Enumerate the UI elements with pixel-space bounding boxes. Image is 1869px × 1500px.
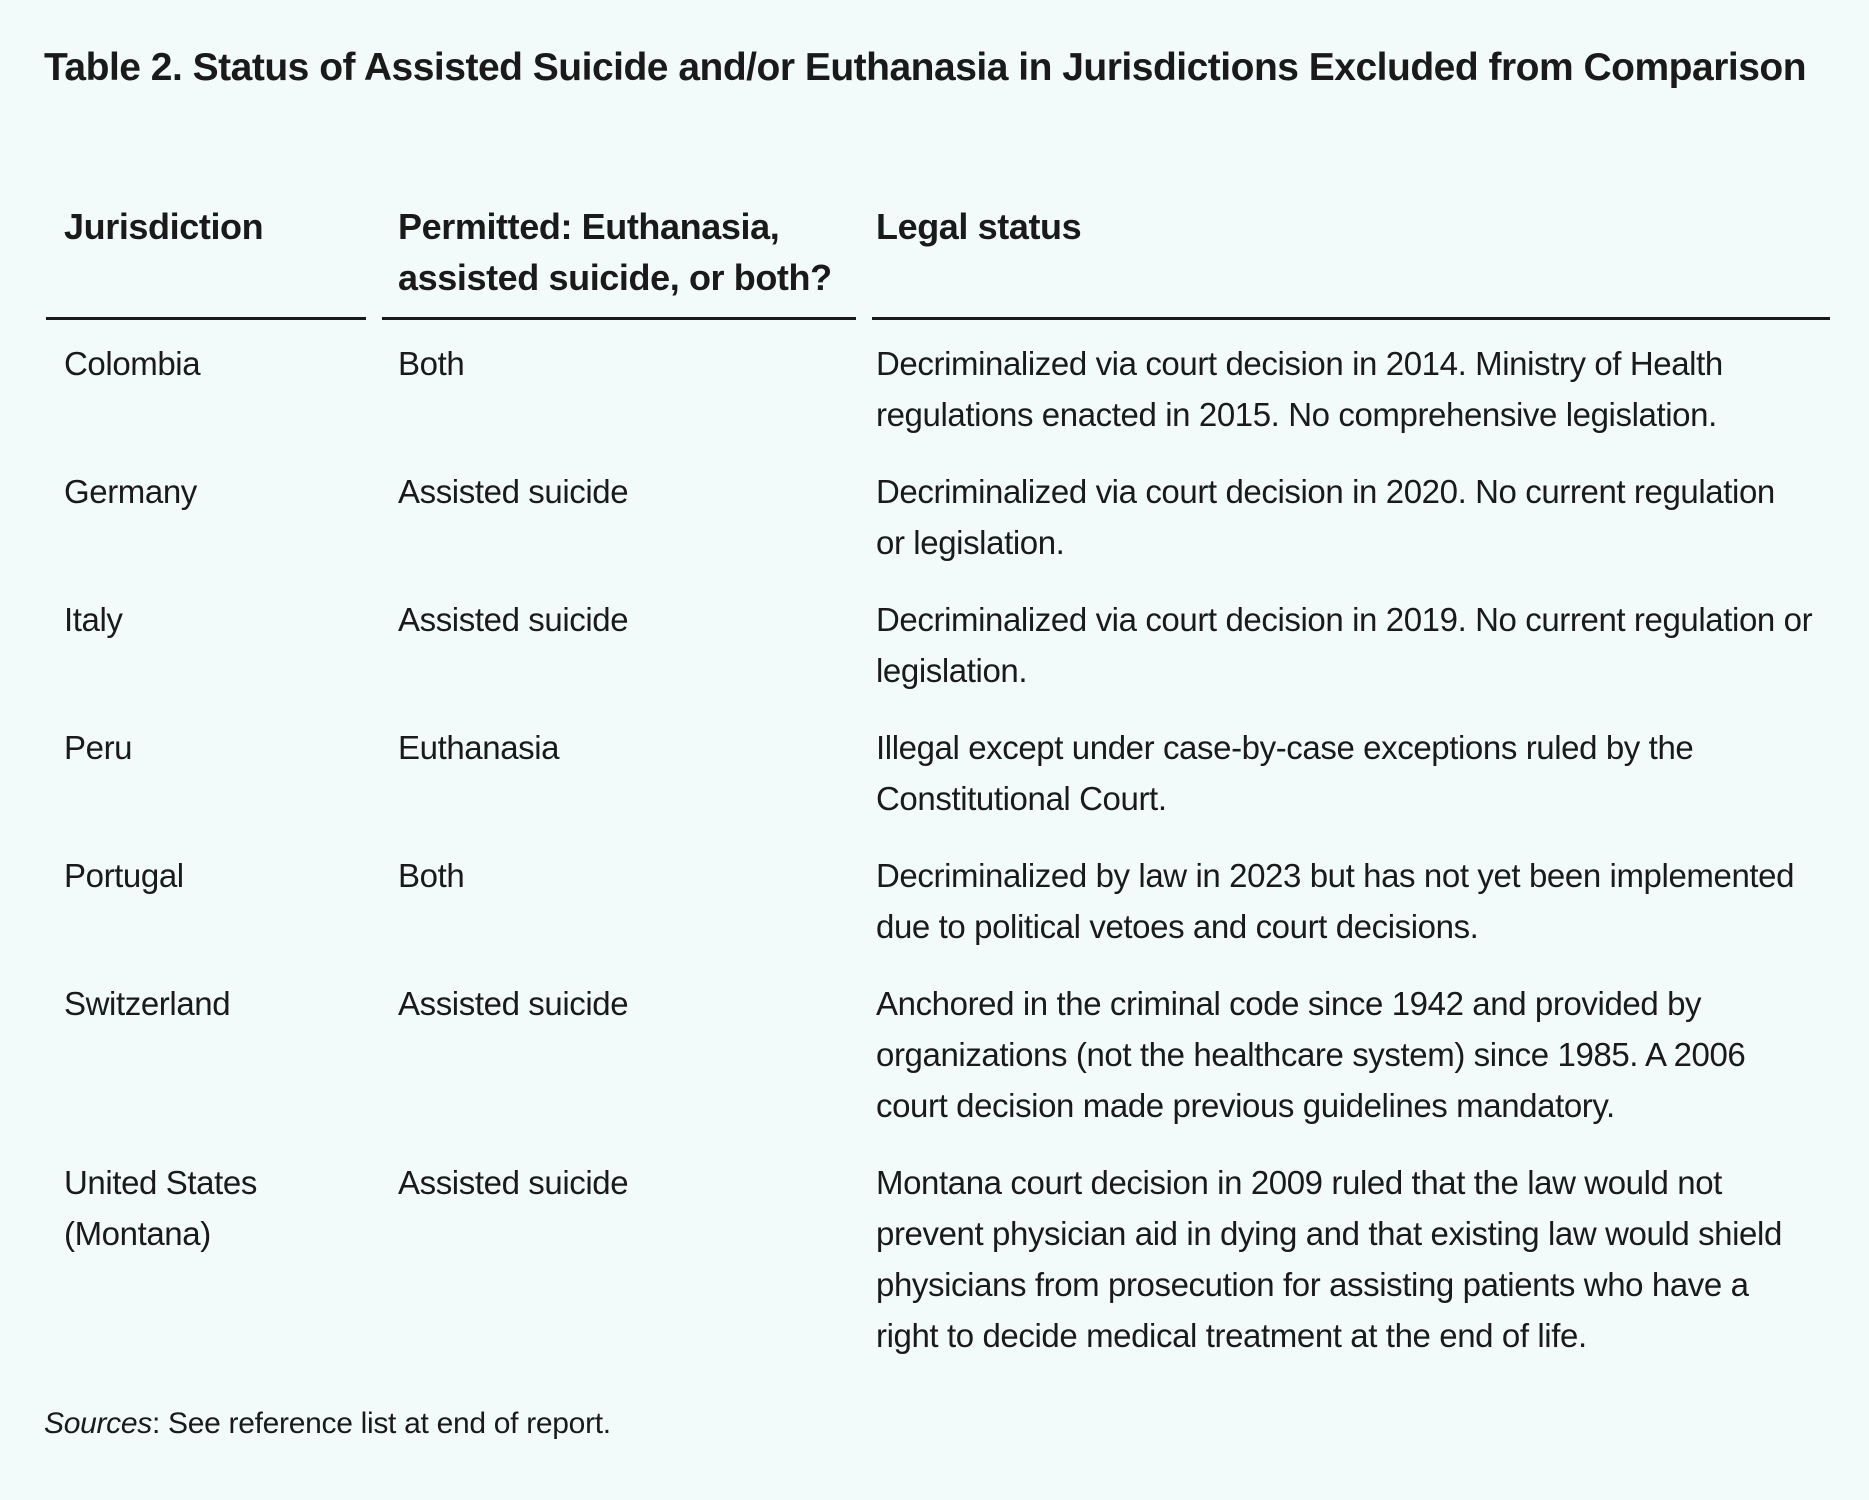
table-row <box>46 978 1830 1131</box>
header-permitted <box>398 201 868 303</box>
cell-legal-status-line: legislation. <box>876 652 1028 689</box>
cell-jurisdiction-line: Italy <box>64 601 123 638</box>
cell-permitted: Both <box>398 345 465 382</box>
cell-jurisdiction <box>64 466 384 517</box>
cell-legal-status-line: Decriminalized via court decision in 2014. Ministry of Health <box>876 345 1723 382</box>
cell-legal-status-line: regulations enacted in 2015. No comprehensive legislation. <box>876 396 1717 433</box>
cell-legal-status-line: Anchored in the criminal code since 1942 and provided by <box>876 985 1702 1022</box>
cell-legal-status-line: Decriminalized by law in 2023 but has not yet been implemented <box>876 857 1795 894</box>
table-row <box>46 722 1830 824</box>
cell-jurisdiction <box>64 594 384 645</box>
cell-jurisdiction <box>64 850 384 901</box>
cell-legal-status-line: Decriminalized via court decision in 2019. No current regulation or <box>876 601 1813 638</box>
header-permitted-line-1: Permitted: Euthanasia, <box>398 206 780 247</box>
cell-jurisdiction <box>64 722 384 773</box>
cell-jurisdiction-line: United States <box>64 1164 257 1201</box>
cell-legal-status-line: Constitutional Court. <box>876 780 1167 817</box>
table-row <box>46 466 1830 568</box>
cell-permitted: Both <box>398 857 465 894</box>
cell-permitted: Assisted suicide <box>398 473 629 510</box>
table-row <box>46 338 1830 440</box>
cell-jurisdiction <box>64 978 384 1029</box>
cell-legal-status-line: prevent physician aid in dying and that existing law would shield <box>876 1215 1782 1252</box>
cell-jurisdiction-line: Peru <box>64 729 133 766</box>
cell-jurisdiction-line: Portugal <box>64 857 184 894</box>
cell-legal-status <box>876 338 1836 440</box>
cell-jurisdiction-line: Switzerland <box>64 985 231 1022</box>
cell-legal-status-line: Decriminalized via court decision in 2020. No current regulation <box>876 473 1775 510</box>
cell-legal-status <box>876 594 1836 696</box>
table-row <box>46 1157 1830 1361</box>
cell-permitted: Assisted suicide <box>398 601 629 638</box>
header-jurisdiction: Jurisdiction <box>64 206 264 247</box>
cell-legal-status <box>876 978 1836 1131</box>
table-row <box>46 594 1830 696</box>
table-row <box>46 850 1830 952</box>
table-body <box>46 320 1830 1387</box>
cell-legal-status <box>876 1157 1836 1361</box>
cell-legal-status-line: physicians from prosecution for assisting patients who have a <box>876 1266 1749 1303</box>
sources-note <box>44 1407 611 1441</box>
cell-permitted: Euthanasia <box>398 729 560 766</box>
cell-legal-status <box>876 850 1836 952</box>
cell-legal-status-line: Illegal except under case-by-case exceptions ruled by the <box>876 729 1694 766</box>
cell-legal-status-line: Montana court decision in 2009 ruled that the law would not <box>876 1164 1722 1201</box>
cell-legal-status-line: organizations (not the healthcare system) since 1985. A 2006 <box>876 1036 1746 1073</box>
cell-legal-status-line: right to decide medical treatment at the end of life. <box>876 1317 1587 1354</box>
status-table <box>46 195 1830 1387</box>
table-header-row <box>46 195 1830 320</box>
cell-legal-status <box>876 466 1836 568</box>
cell-legal-status <box>876 722 1836 824</box>
cell-jurisdiction <box>64 1157 384 1259</box>
cell-permitted: Assisted suicide <box>398 985 629 1022</box>
table-title: Table 2. Status of Assisted Suicide and/or Euthanasia in Jurisdictions Excluded from Comparison <box>44 46 1807 89</box>
header-permitted-line-2: assisted suicide, or both? <box>398 257 832 298</box>
sources-text: : See reference list at end of report. <box>151 1407 611 1440</box>
cell-jurisdiction-line: (Montana) <box>64 1215 211 1252</box>
header-legal-status: Legal status <box>876 206 1082 247</box>
cell-jurisdiction <box>64 338 384 389</box>
cell-permitted: Assisted suicide <box>398 1164 629 1201</box>
sources-label: Sources <box>44 1407 152 1440</box>
cell-legal-status-line: court decision made previous guidelines mandatory. <box>876 1087 1615 1124</box>
cell-legal-status-line: due to political vetoes and court decisions. <box>876 908 1479 945</box>
cell-jurisdiction-line: Germany <box>64 473 197 510</box>
cell-jurisdiction-line: Colombia <box>64 345 201 382</box>
cell-legal-status-line: or legislation. <box>876 524 1065 561</box>
